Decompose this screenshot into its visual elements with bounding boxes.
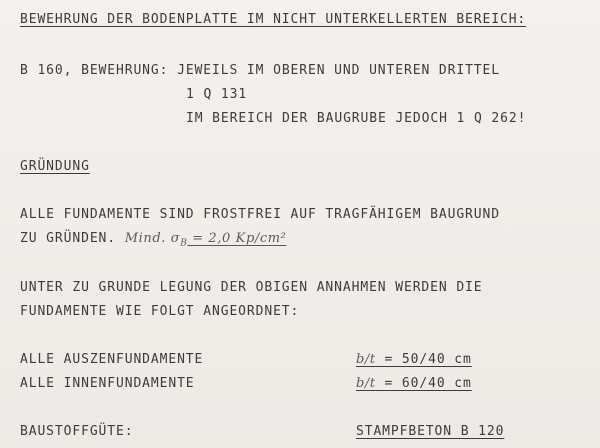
soil-pressure-subscript: B <box>180 238 188 249</box>
reinforcement-text: JEWEILS IM OBEREN UND UNTEREN DRITTEL <box>177 63 500 78</box>
material-value: STAMPFBETON B 120 <box>356 424 505 439</box>
reinforcement-prefix: B 160, BEWEHRUNG: <box>20 63 178 78</box>
reinforcement-line-1 <box>20 63 500 79</box>
footing-value-outer <box>356 352 472 368</box>
soil-pressure-symbol: Mind. σ <box>124 231 181 246</box>
foundation-para1-prefix: ZU GRÜNDEN. <box>20 231 116 246</box>
material-label: BAUSTOFFGÜTE: <box>20 424 134 439</box>
footing-ratio-value: = 50/40 cm <box>375 352 472 367</box>
footing-ratio-symbol: b/t <box>356 352 376 367</box>
footing-value-inner <box>356 376 472 392</box>
foundation-para1-line2 <box>20 231 286 252</box>
reinforcement-line-3: IM BEREICH DER BAUGRUBE JEDOCH 1 Q 262! <box>186 111 527 126</box>
foundation-para2-line2: FUNDAMENTE WIE FOLGT ANGEORDNET: <box>20 304 300 319</box>
reinforcement-line-2: 1 Q 131 <box>186 87 248 102</box>
footing-label-inner: ALLE INNENFUNDAMENTE <box>20 376 195 391</box>
handwritten-soil-pressure <box>124 231 287 249</box>
foundation-heading: GRÜNDUNG <box>20 159 90 174</box>
footing-ratio-value: = 60/40 cm <box>375 376 472 391</box>
soil-pressure-value: = 2,0 Kp/cm² <box>187 231 287 246</box>
footing-ratio-symbol: b/t <box>356 376 376 391</box>
footing-label-outer: ALLE AUSZENFUNDAMENTE <box>20 352 204 367</box>
foundation-para1-line1: ALLE FUNDAMENTE SIND FROSTFREI AUF TRAGFÄHIGEM BAUGRUND <box>20 207 500 222</box>
reinforcement-heading: BEWEHRUNG DER BODENPLATTE IM NICHT UNTERKELLERTEN BEREICH: <box>20 12 527 27</box>
foundation-para2-line1: UNTER ZU GRUNDE LEGUNG DER OBIGEN ANNAHMEN WERDEN DIE <box>20 280 483 295</box>
